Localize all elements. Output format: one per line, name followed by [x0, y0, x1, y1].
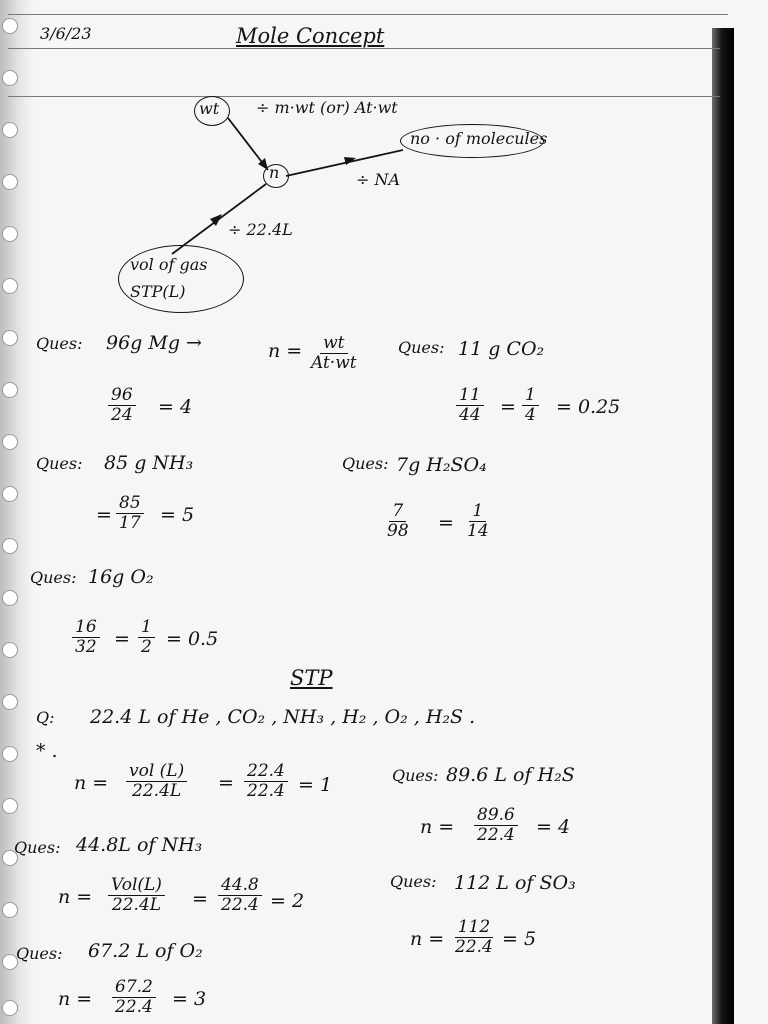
q4-fraction	[384, 502, 412, 540]
q10-result: = 3	[172, 988, 207, 1010]
q10-den: 22.4	[115, 996, 153, 1017]
diagram-center-n: n	[269, 163, 280, 182]
q10-text: 67.2 L of O₂	[88, 940, 203, 962]
q8-fraction-2	[218, 876, 262, 914]
q8-num: Vol(L)	[108, 876, 165, 896]
q3-pre: =	[96, 504, 112, 526]
q7-label: Ques:	[392, 766, 439, 785]
q7-fraction	[474, 806, 518, 844]
q2-num: 11	[456, 386, 484, 406]
q9-label: Ques:	[390, 872, 437, 891]
diagram-wt-label: wt	[199, 99, 220, 118]
q7-text: 89.6 L of H₂S	[446, 764, 575, 786]
q9-fraction	[452, 918, 496, 956]
q1-num: 96	[108, 386, 136, 406]
q6-fraction	[126, 762, 187, 800]
q1-result: = 4	[158, 396, 193, 418]
q8-text: 44.8L of NH₃	[76, 834, 203, 856]
q3-fraction	[116, 494, 144, 532]
note-date: 3/6/23	[40, 24, 92, 43]
q5-den: 32	[75, 636, 97, 657]
q2-num-2: 1	[522, 386, 539, 406]
q10-fraction	[112, 978, 156, 1016]
q3-num: 85	[116, 494, 144, 514]
diagram-gas-label: vol of gas	[130, 255, 208, 274]
q8-label: Ques:	[14, 838, 61, 857]
q10-num: 67.2	[112, 978, 156, 998]
q9-text: 112 L of SO₃	[454, 872, 576, 894]
q5-label: Ques:	[30, 568, 77, 587]
q7-result: = 4	[536, 816, 571, 838]
q4-num: 7	[389, 502, 406, 522]
q4-den-2: 14	[467, 520, 489, 541]
page-title: Mole Concept	[236, 24, 385, 48]
q7-den: 22.4	[477, 824, 515, 845]
q1-fraction	[108, 386, 136, 424]
q1-text: 96g Mg →	[106, 332, 202, 354]
q1-den: 24	[111, 404, 133, 425]
q6-star: * .	[36, 740, 58, 762]
q8-lhs: n =	[58, 886, 93, 908]
q9-den: 22.4	[455, 936, 493, 957]
q9-num: 112	[455, 918, 493, 938]
q8-den-2: 22.4	[221, 894, 259, 915]
q8-fraction	[108, 876, 165, 914]
q10-lhs: n =	[58, 988, 93, 1010]
q4-text: 7g H₂SO₄	[396, 454, 487, 476]
q1-formula-fraction	[308, 334, 360, 372]
q8-eq: =	[192, 888, 208, 910]
q5-text: 16g O₂	[88, 566, 154, 588]
q4-eq: =	[438, 512, 454, 534]
q2-text: 11 g CO₂	[458, 338, 545, 360]
q6-eq: =	[218, 772, 234, 794]
q6-fraction-2	[244, 762, 288, 800]
q7-lhs: n =	[420, 816, 455, 838]
q1-label: Ques:	[36, 334, 83, 353]
diagram-molecules-label: no · of molecules	[410, 129, 548, 148]
q4-label: Ques:	[342, 454, 389, 473]
q6-num-2: 22.4	[244, 762, 288, 782]
q5-num: 16	[72, 618, 100, 638]
q2-label: Ques:	[398, 338, 445, 357]
q5-fraction-2	[138, 618, 155, 656]
q2-den-2: 4	[525, 404, 536, 425]
q4-den: 98	[387, 520, 409, 541]
q6-den: 22.4L	[132, 780, 182, 801]
q2-eq: =	[500, 396, 516, 418]
q6-lhs: n =	[74, 772, 109, 794]
q6-result: = 1	[298, 774, 333, 796]
q4-num-2: 1	[469, 502, 486, 522]
q5-result: = 0.5	[166, 628, 219, 650]
diagram-gas-operation: ÷ 22.4L	[228, 220, 293, 239]
stp-heading: STP	[290, 666, 333, 690]
q2-result: = 0.25	[556, 396, 621, 418]
q1-formula-den: At·wt	[311, 352, 357, 373]
q9-result: = 5	[502, 928, 537, 950]
q4-fraction-2	[464, 502, 492, 540]
q6-den-2: 22.4	[247, 780, 285, 801]
diagram-stp-label: STP(L)	[130, 282, 186, 301]
q7-num: 89.6	[474, 806, 518, 826]
q1-formula-lhs: n =	[268, 340, 303, 362]
q3-den: 17	[119, 512, 141, 533]
q3-label: Ques:	[36, 454, 83, 473]
q5-fraction	[72, 618, 100, 656]
q6-label: Q:	[36, 708, 55, 727]
q2-fraction	[456, 386, 484, 424]
q5-eq: =	[114, 628, 130, 650]
q8-result: = 2	[270, 890, 305, 912]
q1-formula-num: wt	[320, 334, 347, 354]
q10-label: Ques:	[16, 944, 63, 963]
diagram-molecules-operation: ÷ NA	[356, 170, 401, 189]
q8-den: 22.4L	[111, 894, 162, 915]
q5-den-2: 2	[141, 636, 152, 657]
q8-num-2: 44.8	[218, 876, 262, 896]
q2-den: 44	[459, 404, 481, 425]
q3-result: = 5	[160, 504, 195, 526]
q5-num-2: 1	[138, 618, 155, 638]
q6-num: vol (L)	[126, 762, 187, 782]
q6-text: 22.4 L of He , CO₂ , NH₃ , H₂ , O₂ , H₂S .	[90, 706, 476, 728]
diagram-wt-operation: ÷ m·wt (or) At·wt	[256, 98, 398, 117]
q3-text: 85 g NH₃	[104, 452, 194, 474]
q9-lhs: n =	[410, 928, 445, 950]
q2-fraction-2	[522, 386, 539, 424]
